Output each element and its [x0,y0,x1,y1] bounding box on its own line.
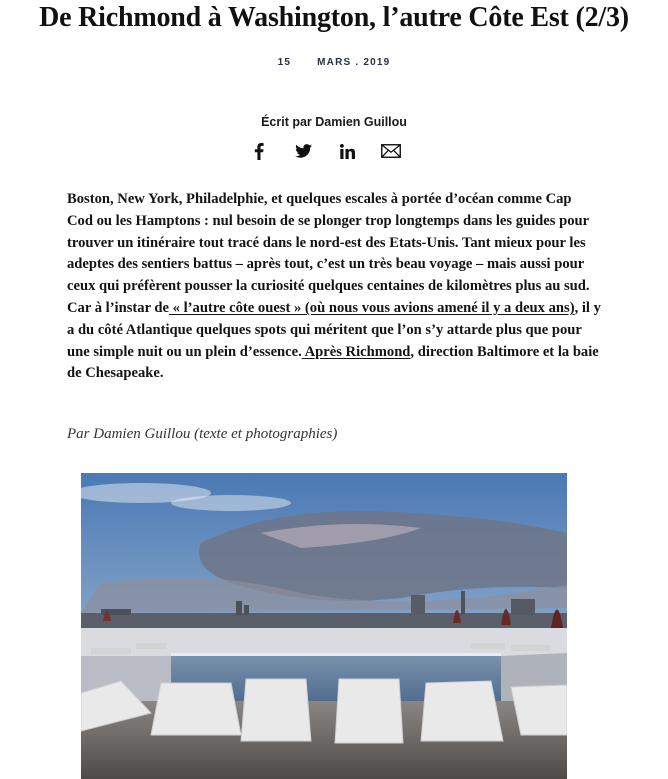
publish-date [0,57,668,68]
article-lede [67,189,601,385]
lede-text-1: Boston, New York, Philadelphie, et quelques escales à portée d’océan comme Cap Cod ou les Hamptons : nul besoin de se plonger trop longtemps dans les guides pour trouver un itinéraire tout tracé dans le nord-est des Etats-Unis. Tant mieux pour les adeptes des sentiers battus – après tout, c’est un très beau voyage – mais aussi pour ceux qui préfèrent pousser la curiosité quelques centaines de kilomètres plus au sud. Car à l’instar de [67,191,590,316]
author-line: Écrit par Damien Guillou [261,115,407,129]
link-autre-cote-ouest[interactable]: « l’autre côte ouest » (où nous vous avions amené il y a deux ans) [169,299,575,316]
link-apres-richmond[interactable]: Après Richmond [301,343,411,360]
lede-text-3: , direction Baltimore et la baie de Chesapeake. [67,343,599,382]
photo-credit: Par Damien Guillou (texte et photographies) [67,426,338,442]
linkedin-icon[interactable] [336,140,358,162]
facebook-icon[interactable] [248,140,270,162]
date-month-year: MARS . 2019 [317,57,391,68]
date-day: 15 [277,57,292,68]
share-bar [248,140,402,162]
article-title: De Richmond à Washington, l’autre Côte Est (2/3) [39,2,629,33]
twitter-icon[interactable] [292,140,314,162]
lede-text-2: , il y a du côté Atlantique quelques spots qui méritent que l’on s’y attarde plus que pour une simple nuit ou un plein d’essence. [67,299,601,360]
mail-icon[interactable] [380,140,402,162]
article-photo [81,473,567,779]
